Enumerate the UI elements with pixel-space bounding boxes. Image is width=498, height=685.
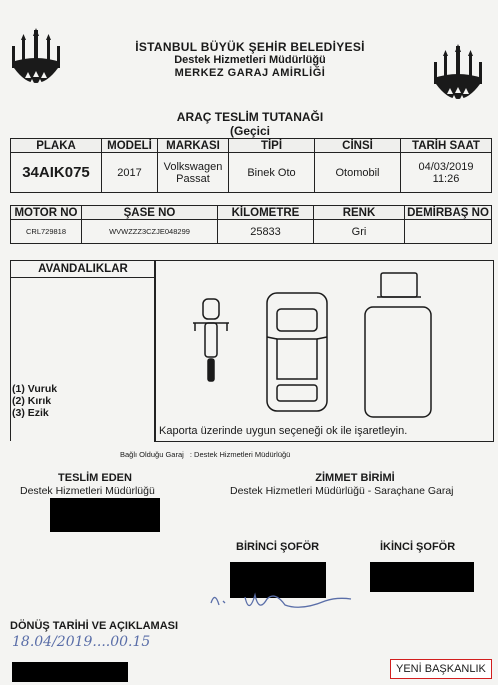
- header-date: TARİH SAAT: [401, 139, 492, 153]
- damage-section-label: AVANDALIKLAR: [11, 261, 155, 278]
- assigned-unit-value: Destek Hizmetleri Müdürlüğü - Saraçhane Garaj: [230, 485, 454, 497]
- legend-item: (3) Ezik: [12, 407, 49, 419]
- engine-value: CRL729818: [11, 220, 82, 244]
- delivered-by-value: Destek Hizmetleri Müdürlüğü: [20, 485, 155, 497]
- org-name: İSTANBUL BÜYÜK ŞEHİR BELEDİYESİ: [135, 40, 365, 54]
- header-engine: MOTOR NO: [11, 206, 82, 220]
- header-brand: MARKASI: [158, 139, 229, 153]
- ibb-logo-right-icon: [430, 44, 486, 112]
- header-color: RENK: [314, 206, 405, 220]
- car-diagram-icon[interactable]: [155, 261, 493, 421]
- header-inventory: DEMİRBAŞ NO: [405, 206, 492, 220]
- return-section-label: DÖNÜŞ TARİHİ VE AÇIKLAMASI: [10, 620, 179, 632]
- assigned-unit-label: ZİMMET BİRİMİ: [315, 472, 395, 484]
- damage-instruction: Kaporta üzerinde uygun seçeneği ok ile işaretleyin.: [159, 425, 408, 437]
- garage-line: [120, 450, 290, 459]
- department-name: Destek Hizmetleri Müdürlüğü: [174, 54, 326, 66]
- header-kind: CİNSİ: [315, 139, 401, 153]
- header-km: KİLOMETRE: [218, 206, 314, 220]
- redacted-bottom: [12, 662, 128, 682]
- inventory-value: [405, 220, 492, 244]
- header-plaka: PLAKA: [11, 139, 102, 153]
- damage-legend: [12, 383, 57, 419]
- car-diagram-panel[interactable]: [154, 260, 494, 442]
- model-value: 2017: [102, 153, 158, 193]
- return-date-handwritten: 18.04/2019....00.15: [12, 634, 151, 650]
- legend-item: (1) Vuruk: [12, 383, 58, 395]
- yeni-baskanlik-badge: YENİ BAŞKANLIK: [390, 659, 492, 679]
- garage-value: : Destek Hizmetleri Müdürlüğü: [189, 450, 291, 459]
- color-value: Gri: [314, 220, 405, 244]
- vehicle-detail-table: [10, 205, 492, 244]
- km-value: 25833: [218, 220, 314, 244]
- delivered-by-label: TESLİM EDEN: [58, 472, 132, 484]
- brand-value: Volkswagen Passat: [158, 153, 229, 193]
- document-subtitle: (Geçici: [229, 124, 271, 138]
- redacted-signature: [50, 498, 160, 532]
- second-driver-label: İKİNCİ ŞOFÖR: [380, 541, 456, 553]
- header-model: MODELİ: [102, 139, 158, 153]
- ibb-logo-left-icon: [8, 28, 64, 96]
- document-title: ARAÇ TESLİM TUTANAĞI: [176, 110, 324, 124]
- first-driver-label: BİRİNCİ ŞOFÖR: [236, 541, 320, 553]
- chassis-value: WVWZZZ3CZJE048299: [82, 220, 218, 244]
- handwritten-signature-icon: [205, 585, 355, 619]
- unit-name: MERKEZ GARAJ AMİRLİĞİ: [174, 67, 326, 79]
- plate-value: 34AIK075: [11, 153, 102, 193]
- type-value: Binek Oto: [229, 153, 315, 193]
- garage-label: Bağlı Olduğu Garaj: [120, 450, 184, 459]
- header-type: TİPİ: [229, 139, 315, 153]
- vehicle-table: [10, 138, 492, 193]
- legend-item: (2) Kırık: [12, 395, 52, 407]
- header-chassis: ŞASE NO: [82, 206, 218, 220]
- redacted-second-driver: [370, 562, 474, 592]
- date-value: 04/03/2019 11:26: [401, 153, 492, 193]
- kind-value: Otomobil: [315, 153, 401, 193]
